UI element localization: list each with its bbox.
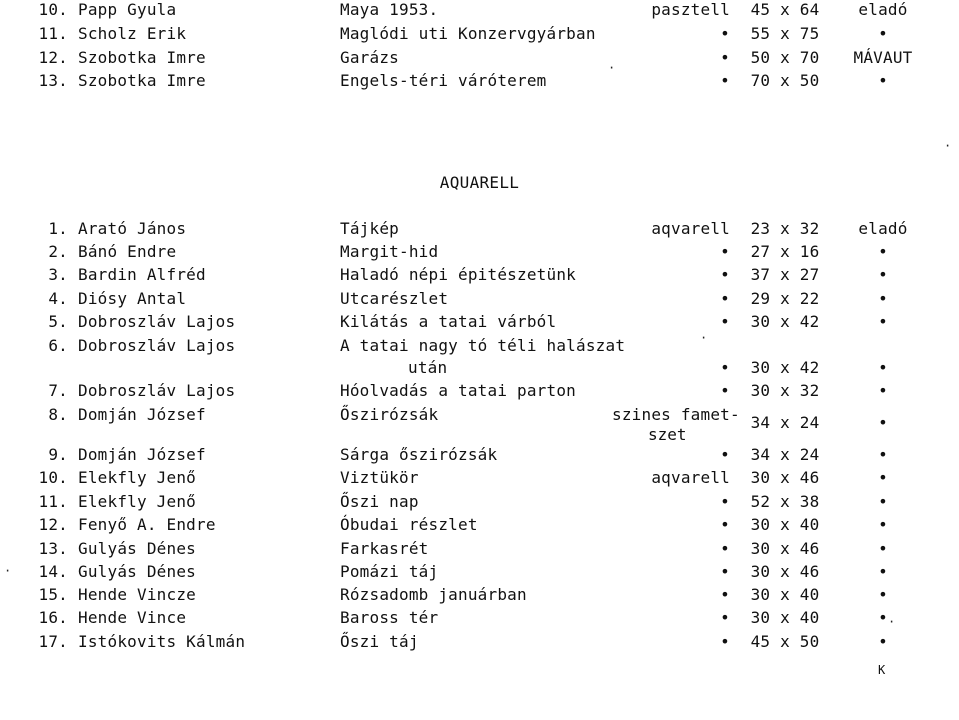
artwork-title: Kilátás a tatai várból (340, 312, 557, 331)
sale-status: • (878, 413, 888, 432)
artwork-size: 34 x 24 (750, 413, 820, 432)
technique: • (720, 608, 730, 627)
sale-status: MÁVAUT (853, 48, 913, 67)
technique: • (720, 265, 730, 284)
sale-status: • (878, 24, 888, 43)
row-number: 11. (38, 492, 68, 511)
row-number: 3. (48, 265, 68, 284)
sale-status: • (878, 515, 888, 534)
artwork-size: 37 x 27 (750, 265, 820, 284)
artwork-size: 30 x 40 (750, 585, 820, 604)
technique: • (720, 515, 730, 534)
artist-name: Dobroszláv Lajos (78, 312, 236, 331)
artwork-title: Utcarészlet (340, 289, 449, 308)
artwork-size: 45 x 64 (750, 0, 820, 19)
technique: • (720, 585, 730, 604)
artist-name: Arató János (78, 219, 187, 238)
sale-status: • (878, 562, 888, 581)
technique: • (720, 48, 730, 67)
artwork-title: Farkasrét (340, 539, 429, 558)
artwork-size: 23 x 32 (750, 219, 820, 238)
artwork-size: 30 x 42 (750, 358, 820, 377)
sale-status: • (878, 312, 888, 331)
sale-status: • (878, 632, 888, 651)
artist-name: Scholz Erik (78, 24, 187, 43)
technique: • (720, 312, 730, 331)
table-row (0, 445, 959, 467)
technique: • (720, 539, 730, 558)
row-number: 10. (38, 468, 68, 487)
technique: • (720, 381, 730, 400)
scan-speck: · (4, 564, 12, 578)
technique: • (720, 358, 730, 377)
sale-status: • (878, 71, 888, 90)
artwork-size: 45 x 50 (750, 632, 820, 651)
sale-status: • (878, 289, 888, 308)
table-row (0, 539, 959, 561)
table-row (0, 219, 959, 241)
artist-name: Bardin Alfréd (78, 265, 206, 284)
artwork-title: Maglódi uti Konzervgyárban (340, 24, 596, 43)
artwork-size: 55 x 75 (750, 24, 820, 43)
table-row (0, 632, 959, 654)
table-row (0, 0, 959, 22)
artwork-title: Engels-téri váróterem (340, 71, 547, 90)
row-number: 13. (38, 71, 68, 90)
table-row (0, 24, 959, 46)
artwork-title: A tatai nagy tó téli halászat (340, 336, 626, 355)
table-row (0, 585, 959, 607)
artwork-size: 70 x 50 (750, 71, 820, 90)
artist-name: Domján József (78, 445, 206, 464)
artwork-title: Margit-hid (340, 242, 439, 261)
artist-name: Istókovits Kálmán (78, 632, 246, 651)
technique: aqvarell (651, 468, 730, 487)
artwork-title: Hóolvadás a tatai parton (340, 381, 576, 400)
table-row (0, 336, 959, 358)
row-number: 7. (48, 381, 68, 400)
artwork-title: Rózsadomb januárban (340, 585, 527, 604)
table-row (0, 562, 959, 584)
table-row (0, 608, 959, 630)
technique: • (720, 289, 730, 308)
artwork-title: Őszi táj (340, 632, 419, 651)
artwork-title: Pomázi táj (340, 562, 439, 581)
row-number: 6. (48, 336, 68, 355)
artist-name: Domján József (78, 405, 206, 424)
artwork-size: 50 x 70 (750, 48, 820, 67)
row-number: 1. (48, 219, 68, 238)
artwork-size: 30 x 46 (750, 539, 820, 558)
artwork-size: 30 x 46 (750, 562, 820, 581)
artwork-title: Óbudai részlet (340, 515, 478, 534)
scan-speck: · (944, 139, 952, 153)
artist-name: Bánó Endre (78, 242, 177, 261)
row-number: 11. (38, 24, 68, 43)
row-number: 14. (38, 562, 68, 581)
technique: • (720, 71, 730, 90)
technique: • (720, 562, 730, 581)
table-row (0, 48, 959, 70)
table-row (0, 71, 959, 93)
technique: • (720, 492, 730, 511)
artwork-title: Haladó népi épitészetünk (340, 265, 576, 284)
artist-name: Szobotka Imre (78, 48, 206, 67)
table-row (0, 381, 959, 403)
sale-status: • (878, 539, 888, 558)
row-number: 16. (38, 608, 68, 627)
row-number: 17. (38, 632, 68, 651)
artwork-size: 30 x 32 (750, 381, 820, 400)
scan-speck: · (888, 615, 896, 629)
sale-status: eladó (858, 219, 908, 238)
artwork-size: 30 x 46 (750, 468, 820, 487)
sale-status: • (878, 585, 888, 604)
table-row (0, 468, 959, 490)
sale-status: • (878, 358, 888, 377)
artist-name: Fenyő A. Endre (78, 515, 216, 534)
artist-name: Papp Gyula (78, 0, 177, 19)
row-number: 5. (48, 312, 68, 331)
artist-name: Szobotka Imre (78, 71, 206, 90)
artwork-size: 34 x 24 (750, 445, 820, 464)
artwork-title: Őszi nap (340, 492, 419, 511)
artist-name: Dobroszláv Lajos (78, 336, 236, 355)
artist-name: Hende Vince (78, 608, 187, 627)
technique: • (720, 242, 730, 261)
technique: szines famet- (612, 405, 740, 424)
scan-speck: · (608, 61, 616, 75)
technique: aqvarell (651, 219, 730, 238)
scan-speck: · (700, 331, 708, 345)
artwork-title: Maya 1953. (340, 0, 439, 19)
artwork-size: 30 x 42 (750, 312, 820, 331)
artwork-title: Baross tér (340, 608, 439, 627)
technique: • (720, 632, 730, 651)
artwork-size: 27 x 16 (750, 242, 820, 261)
sale-status: • (878, 265, 888, 284)
table-row (0, 312, 959, 334)
table-row (0, 515, 959, 537)
artwork-title: Őszirózsák (340, 405, 439, 424)
row-number: 12. (38, 515, 68, 534)
artwork-size: 30 x 40 (750, 608, 820, 627)
technique: • (720, 445, 730, 464)
sale-status: • (878, 242, 888, 261)
artist-name: Elekfly Jenő (78, 492, 196, 511)
row-number: 15. (38, 585, 68, 604)
sale-status: • (878, 492, 888, 511)
artwork-title: Sárga őszirózsák (340, 445, 498, 464)
row-number: 13. (38, 539, 68, 558)
sale-status: • (878, 445, 888, 464)
artist-name: Gulyás Dénes (78, 562, 196, 581)
artist-name: Elekfly Jenő (78, 468, 196, 487)
artist-name: Diósy Antal (78, 289, 187, 308)
artist-name: Gulyás Dénes (78, 539, 196, 558)
artwork-title: Garázs (340, 48, 399, 67)
artwork-title-continuation: után (408, 358, 448, 377)
artist-name: Dobroszláv Lajos (78, 381, 236, 400)
technique-continuation: szet (648, 425, 687, 444)
sale-status: • (878, 608, 888, 627)
table-row (0, 492, 959, 514)
table-row (0, 405, 959, 432)
artwork-title: Viztükör (340, 468, 419, 487)
footer-mark: K (878, 663, 886, 677)
table-row-continuation (0, 358, 959, 380)
row-number: 8. (48, 405, 68, 424)
table-row (0, 289, 959, 311)
table-row (0, 242, 959, 264)
row-number: 9. (48, 445, 68, 464)
table-row (0, 265, 959, 287)
artwork-size: 52 x 38 (750, 492, 820, 511)
row-number: 10. (38, 0, 68, 19)
artwork-size: 30 x 40 (750, 515, 820, 534)
artwork-title: Tájkép (340, 219, 399, 238)
row-number: 4. (48, 289, 68, 308)
sale-status: eladó (858, 0, 908, 19)
row-number: 2. (48, 242, 68, 261)
sale-status: • (878, 381, 888, 400)
technique: • (720, 24, 730, 43)
artwork-size: 29 x 22 (750, 289, 820, 308)
technique: pasztell (651, 0, 730, 19)
section-heading: AQUARELL (439, 173, 520, 192)
sale-status: • (878, 468, 888, 487)
artist-name: Hende Vincze (78, 585, 196, 604)
row-number: 12. (38, 48, 68, 67)
